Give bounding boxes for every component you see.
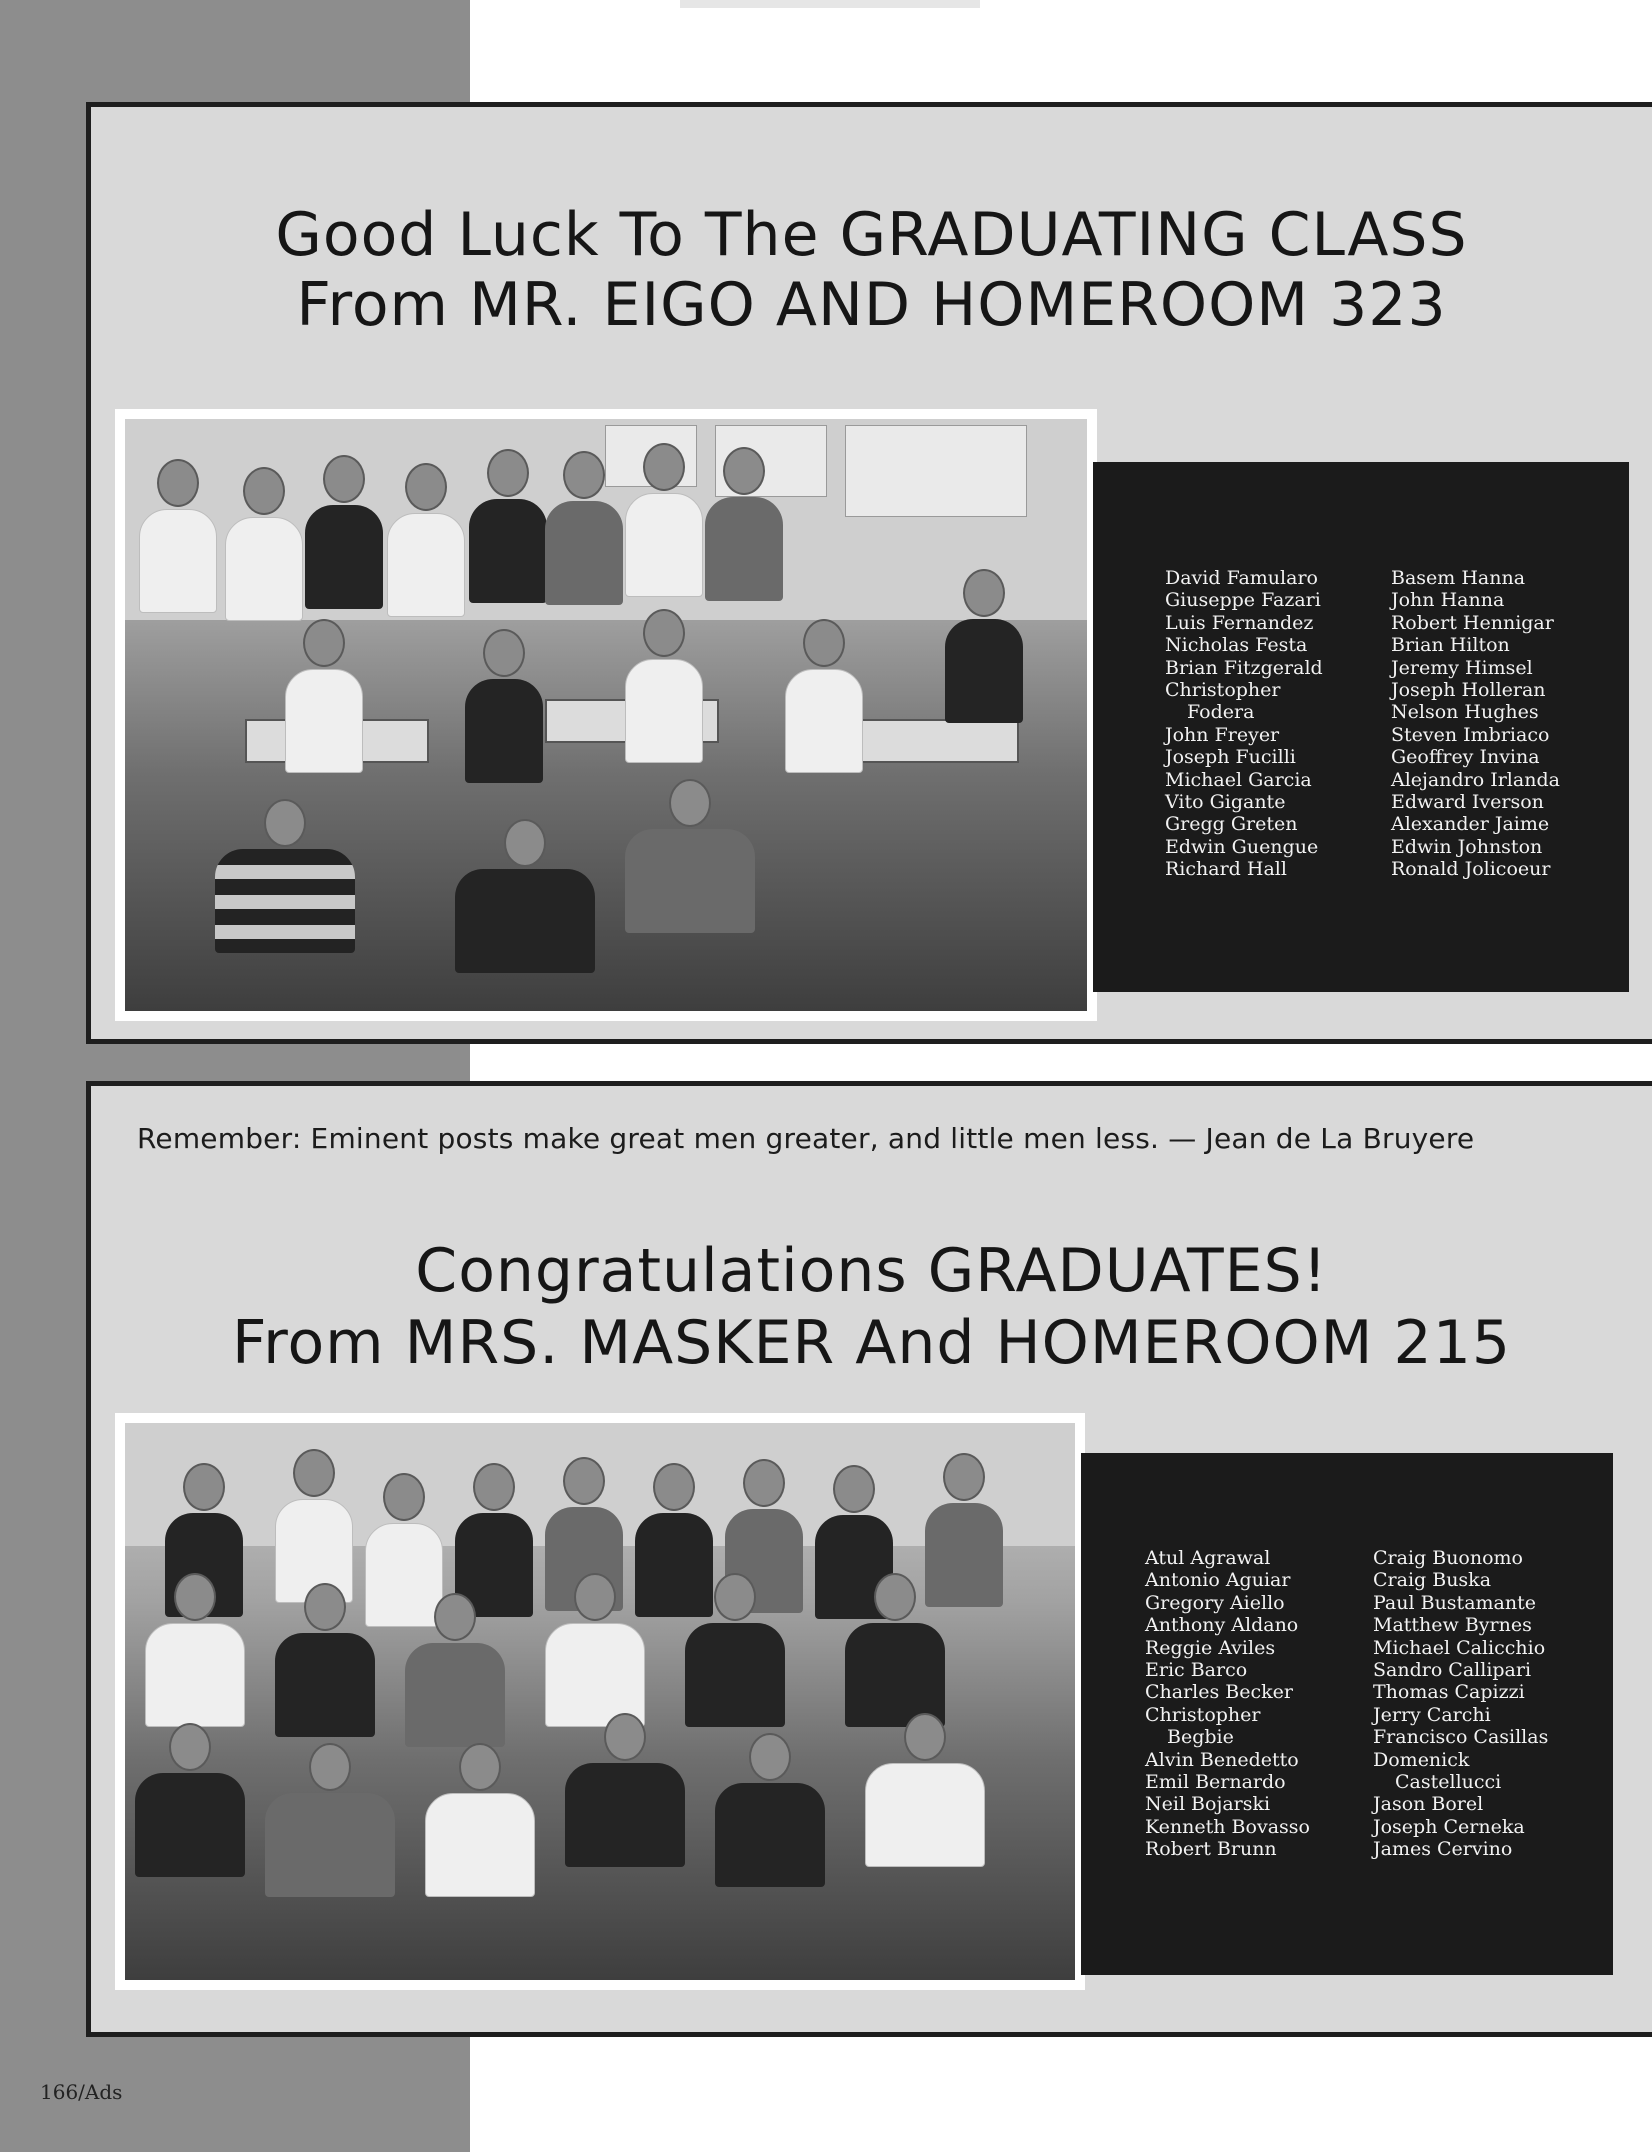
student: [685, 1573, 785, 1727]
student-roster: [1093, 462, 1629, 992]
student-name: Antonio Aguiar: [1145, 1569, 1291, 1592]
student: [425, 1743, 535, 1897]
student-name: Atul Agrawal: [1145, 1547, 1271, 1569]
student: [275, 1583, 375, 1737]
student: [469, 449, 547, 603]
quote-line: Remember: Eminent posts make great men greater, and little men less. — Jean de La Bruyere: [137, 1122, 1475, 1155]
homeroom-323-ad: [86, 102, 1652, 1044]
student: [455, 819, 595, 973]
student-name: Kenneth Bovasso: [1145, 1815, 1310, 1838]
student-name: Christopher: [1165, 679, 1281, 702]
student-name: Thomas Capizzi: [1373, 1681, 1525, 1704]
class-photo-image: [125, 1423, 1075, 1980]
student-name: Jason Borel: [1373, 1793, 1484, 1816]
student-name: Joseph Cerneka: [1373, 1815, 1525, 1838]
student-name: Sandro Callipari: [1373, 1659, 1532, 1682]
student-name: David Famularo: [1165, 567, 1318, 589]
student-name: Reggie Aviles: [1145, 1636, 1276, 1659]
student: [465, 629, 543, 783]
student: [135, 1723, 245, 1877]
student-name: Basem Hanna: [1391, 567, 1526, 589]
desk: [845, 719, 1019, 763]
roster-column-left: [1165, 567, 1323, 881]
student: [625, 779, 755, 933]
student: [865, 1713, 985, 1867]
student-name: Geoffrey Invina: [1391, 746, 1540, 769]
student-name: Alvin Benedetto: [1145, 1748, 1299, 1771]
roster-column-left: [1145, 1547, 1310, 1861]
roster-column-right: [1391, 567, 1560, 881]
student-name: Paul Bustamante: [1373, 1591, 1536, 1614]
student: [785, 619, 863, 773]
student-name: Craig Buonomo: [1373, 1547, 1523, 1569]
student-name: Eric Barco: [1145, 1659, 1248, 1682]
student-name: Richard Hall: [1165, 858, 1287, 881]
student: [625, 443, 703, 597]
student: [705, 447, 783, 601]
student: [305, 455, 383, 609]
class-photo-image: [125, 419, 1087, 1011]
student-name: Robert Brunn: [1145, 1838, 1277, 1861]
student: [565, 1713, 685, 1867]
student-name: Emil Bernardo: [1145, 1771, 1286, 1794]
student-name: Luis Fernandez: [1165, 611, 1314, 634]
student: [139, 459, 217, 613]
student-name: Robert Hennigar: [1391, 611, 1554, 634]
student-name: Gregg Greten: [1165, 813, 1298, 836]
student-name: Gregory Aiello: [1145, 1591, 1285, 1614]
class-photo: [115, 1413, 1085, 1990]
student-name: Neil Bojarski: [1145, 1793, 1271, 1816]
student: [945, 569, 1023, 723]
student-name: Michael Garcia: [1165, 768, 1312, 791]
student-name: Vito Gigante: [1165, 791, 1286, 814]
student-name: John Hanna: [1391, 589, 1505, 612]
student-name: Charles Becker: [1145, 1681, 1293, 1704]
student-name: Castellucci: [1395, 1771, 1502, 1794]
ad-heading-line-1: Good Luck To The GRADUATING CLASS: [275, 200, 1468, 270]
student-name: Edward Iverson: [1391, 791, 1544, 814]
student-name: Michael Calicchio: [1373, 1636, 1546, 1659]
student-name: Jeremy Himsel: [1391, 656, 1533, 679]
homeroom-215-ad: [86, 1081, 1652, 2037]
student-name: Alexander Jaime: [1391, 813, 1550, 836]
student-name: Ronald Jolicoeur: [1391, 858, 1551, 881]
student-name: Steven Imbriaco: [1391, 723, 1550, 746]
student: [715, 1733, 825, 1887]
page-folio: 166/Ads: [40, 2080, 123, 2104]
student-name: Matthew Byrnes: [1373, 1614, 1532, 1637]
student: [545, 451, 623, 605]
student-name: Fodera: [1187, 701, 1255, 724]
student-name: James Cervino: [1373, 1838, 1513, 1861]
student: [405, 1593, 505, 1747]
student-name: Anthony Aldano: [1145, 1614, 1299, 1637]
student: [387, 463, 465, 617]
student-name: Jerry Carchi: [1373, 1703, 1491, 1726]
student-name: Alejandro Irlanda: [1391, 768, 1560, 791]
student: [145, 1573, 245, 1727]
student: [545, 1573, 645, 1727]
student-name: Domenick: [1373, 1748, 1470, 1771]
student-name: Begbie: [1167, 1726, 1234, 1749]
student-name: Brian Fitzgerald: [1165, 656, 1323, 679]
ad-heading-line-2: From MR. EIGO AND HOMEROOM 323: [296, 270, 1447, 340]
student-name: Francisco Casillas: [1373, 1726, 1549, 1749]
ad-heading-line-2: From MRS. MASKER And HOMEROOM 215: [231, 1308, 1512, 1378]
ad-heading-line-1: Congratulations GRADUATES!: [415, 1236, 1328, 1306]
student-name: Craig Buska: [1373, 1569, 1492, 1592]
student: [285, 619, 363, 773]
scan-mark: [680, 0, 980, 8]
student: [265, 1743, 395, 1897]
student-name: Nelson Hughes: [1391, 701, 1539, 724]
student: [225, 467, 303, 621]
student-name: Edwin Guengue: [1165, 835, 1319, 858]
student-name: Brian Hilton: [1391, 634, 1510, 657]
student: [845, 1573, 945, 1727]
student-name: Joseph Holleran: [1391, 679, 1546, 702]
roster-column-right: [1373, 1547, 1548, 1861]
student-name: Giuseppe Fazari: [1165, 589, 1321, 612]
student-name: Edwin Johnston: [1391, 835, 1543, 858]
student: [275, 1449, 353, 1603]
student: [215, 799, 355, 953]
student: [625, 609, 703, 763]
student-name: John Freyer: [1165, 723, 1280, 746]
student-roster: [1081, 1453, 1613, 1975]
student-name: Joseph Fucilli: [1165, 746, 1296, 769]
class-photo: [115, 409, 1097, 1021]
wall-map: [845, 425, 1027, 517]
student-name: Christopher: [1145, 1703, 1261, 1726]
student-name: Nicholas Festa: [1165, 634, 1308, 657]
